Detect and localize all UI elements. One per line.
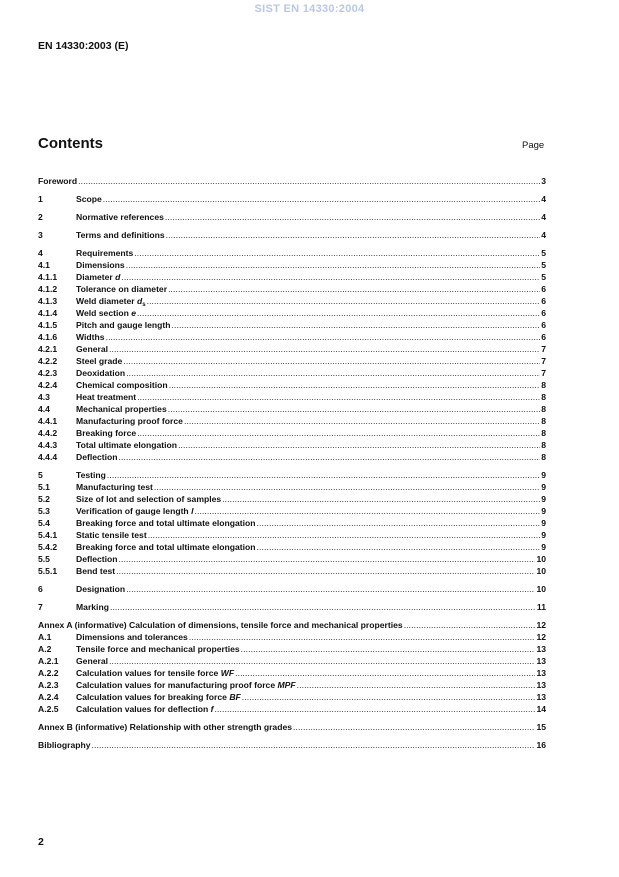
dot-leader xyxy=(109,343,540,355)
dot-leader xyxy=(166,229,541,241)
toc-entry-title-text: Dimensions xyxy=(76,260,125,270)
toc-entry-title xyxy=(76,631,188,643)
toc-entry-number: 5 xyxy=(38,470,43,480)
toc-entry-title-text: Breaking force and total ultimate elongation xyxy=(76,518,256,528)
toc-entry-number: 5.4 xyxy=(38,518,50,528)
toc-entry-title xyxy=(76,229,165,241)
toc-entry-title-text: Calculation values for manufacturing proof force xyxy=(76,680,278,690)
dot-leader xyxy=(168,403,540,415)
toc-entry-page: 3 xyxy=(541,176,546,186)
toc-entry[interactable] xyxy=(38,655,546,667)
toc-entry-number: 4.1.2 xyxy=(38,284,58,294)
toc-entry[interactable] xyxy=(38,229,546,241)
toc-entry-number: 4.1 xyxy=(38,260,50,270)
dot-leader xyxy=(121,271,540,283)
toc-entry-number: 5.2 xyxy=(38,494,50,504)
toc-entry[interactable] xyxy=(38,583,546,595)
toc-entry-number: 4.2.1 xyxy=(38,344,58,354)
toc-entry[interactable] xyxy=(38,541,546,553)
toc-entry[interactable] xyxy=(38,481,546,493)
toc-entry-title xyxy=(76,541,256,553)
toc-entry[interactable] xyxy=(38,415,546,427)
toc-entry-number: 5.5 xyxy=(38,554,50,564)
dot-leader xyxy=(107,469,540,481)
toc-entry-page: 13 xyxy=(536,644,546,654)
toc-entry-title-text: Scope xyxy=(76,194,102,204)
dot-leader xyxy=(126,367,540,379)
toc-entry-title-text: Requirements xyxy=(76,248,134,258)
toc-entry-page: 4 xyxy=(541,212,546,222)
toc-entry-title-text: General xyxy=(76,656,109,666)
toc-entry-number: 4.1.4 xyxy=(38,308,58,318)
toc-entry-subscript: s xyxy=(142,302,146,308)
toc-entry-title-text: Mechanical properties xyxy=(76,404,167,414)
toc-entry-title xyxy=(76,643,240,655)
toc-entry-title xyxy=(76,427,136,439)
dot-leader xyxy=(92,739,536,751)
toc-entry[interactable] xyxy=(38,517,546,529)
toc-entry-title-text: Dimensions and tolerances xyxy=(76,632,188,642)
toc-entry-title xyxy=(76,517,256,529)
dot-leader xyxy=(126,259,541,271)
toc-entry-title xyxy=(76,403,167,415)
toc-entry-title xyxy=(76,505,193,517)
toc-entry-page: 8 xyxy=(541,380,546,390)
toc-entry-title-text: General xyxy=(76,344,109,354)
toc-entry-page: 6 xyxy=(541,284,546,294)
toc-entry-title-text: Calculation values for breaking force xyxy=(76,692,230,702)
toc-entry-page: 8 xyxy=(541,452,546,462)
toc-entry[interactable] xyxy=(38,259,546,271)
toc-entry-title-text: Tolerance on diameter xyxy=(76,284,168,294)
toc-entry-page: 8 xyxy=(541,416,546,426)
toc-entry[interactable] xyxy=(38,619,546,631)
dot-leader xyxy=(148,529,541,541)
toc-entry-symbol: d xyxy=(115,272,121,282)
toc-entry-title-text: Calculation values for tensile force xyxy=(76,668,221,678)
toc-entry[interactable] xyxy=(38,493,546,505)
toc-entry-number: 4.1.1 xyxy=(38,272,58,282)
toc-entry-title xyxy=(76,553,118,565)
toc-entry[interactable] xyxy=(38,601,546,613)
toc-entry[interactable] xyxy=(38,271,546,283)
dot-leader xyxy=(165,211,540,223)
toc-entry-page: 5 xyxy=(541,272,546,282)
toc-entry-title-text: Weld diameter xyxy=(76,296,137,306)
dot-leader xyxy=(119,451,541,463)
toc-entry-title-text: Deflection xyxy=(76,554,118,564)
dot-leader xyxy=(154,481,540,493)
toc-entry[interactable] xyxy=(38,343,546,355)
toc-entry[interactable] xyxy=(38,529,546,541)
toc-entry[interactable] xyxy=(38,367,546,379)
toc-entry-page: 14 xyxy=(536,704,546,714)
toc-entry-title xyxy=(38,721,292,733)
toc-entry-title-text: Tensile force and mechanical properties xyxy=(76,644,240,654)
toc-entry-number: A.2.3 xyxy=(38,680,59,690)
toc-entry-page: 13 xyxy=(536,656,546,666)
toc-entry-title xyxy=(76,343,108,355)
dot-leader xyxy=(235,667,535,679)
toc-entry-title xyxy=(76,481,153,493)
toc-entry-title xyxy=(76,307,136,319)
toc-entry-symbol: e xyxy=(131,308,137,318)
toc-entry-number: 3 xyxy=(38,230,43,240)
toc-entry-title xyxy=(76,283,167,295)
toc-entry-page: 6 xyxy=(541,296,546,306)
dot-leader xyxy=(109,655,535,667)
toc-entry[interactable] xyxy=(38,193,546,205)
toc-entry-title-text: Deoxidation xyxy=(76,368,126,378)
dot-leader xyxy=(78,175,540,187)
toc-entry[interactable] xyxy=(38,427,546,439)
dot-leader xyxy=(134,247,540,259)
toc-entry-title xyxy=(76,271,120,283)
toc-entry-number: 4.4.1 xyxy=(38,416,58,426)
toc-entry-page: 13 xyxy=(536,692,546,702)
toc-entry-title xyxy=(76,529,147,541)
toc-entry-number: 4.4.3 xyxy=(38,440,58,450)
toc-entry-title xyxy=(76,391,136,403)
dot-leader xyxy=(222,493,540,505)
toc-entry[interactable] xyxy=(38,319,546,331)
toc-entry-title-text: Breaking force xyxy=(76,428,137,438)
toc-entry-title-text: Annex B (informative) Relationship with other strength grades xyxy=(38,722,293,732)
toc-entry-page: 9 xyxy=(541,482,546,492)
toc-entry-symbol: WF xyxy=(220,668,235,678)
toc-entry-title xyxy=(76,247,133,259)
toc-entry-page: 7 xyxy=(541,368,546,378)
toc-entry-title xyxy=(76,655,108,667)
toc-entry-number: 4.4.4 xyxy=(38,452,58,462)
toc-entry-title-text: Normative references xyxy=(76,212,164,222)
dot-leader xyxy=(293,721,535,733)
dot-leader xyxy=(116,565,535,577)
dot-leader xyxy=(257,541,541,553)
toc-entry-title-text: Marking xyxy=(76,602,109,612)
toc-entry-title xyxy=(76,355,122,367)
toc-entry[interactable] xyxy=(38,391,546,403)
toc-entry-page: 7 xyxy=(541,344,546,354)
dot-leader xyxy=(257,517,541,529)
toc-entry-number: 4.4.2 xyxy=(38,428,58,438)
toc-entry-title xyxy=(76,583,125,595)
toc-entry-title xyxy=(76,211,164,223)
dot-leader xyxy=(194,505,540,517)
toc-entry-page: 8 xyxy=(541,428,546,438)
toc-entry-number: 5.1 xyxy=(38,482,50,492)
dot-leader xyxy=(215,703,536,715)
toc-entry-page: 6 xyxy=(541,320,546,330)
toc-entry[interactable] xyxy=(38,379,546,391)
dot-leader xyxy=(137,307,540,319)
toc-entry-title xyxy=(76,379,168,391)
toc-entry-title-text: Manufacturing test xyxy=(76,482,153,492)
toc-entry-number: A.2.4 xyxy=(38,692,59,702)
toc-entry-page: 9 xyxy=(541,542,546,552)
toc-entry-number: 2 xyxy=(38,212,43,222)
toc-entry-title-text: Foreword xyxy=(38,176,78,186)
toc-entry-number: 4.1.5 xyxy=(38,320,58,330)
toc-entry[interactable] xyxy=(38,331,546,343)
dot-leader xyxy=(242,691,536,703)
toc-entry-page: 10 xyxy=(536,554,546,564)
toc-entry-page: 8 xyxy=(541,392,546,402)
toc-entry-symbol: d xyxy=(136,296,143,306)
toc-entry[interactable] xyxy=(38,505,546,517)
toc-entry[interactable] xyxy=(38,565,546,577)
toc-entry-page: 9 xyxy=(541,470,546,480)
toc-entry[interactable] xyxy=(38,211,546,223)
toc-entry-title xyxy=(76,331,105,343)
toc-entry[interactable] xyxy=(38,721,546,733)
dot-leader xyxy=(106,331,541,343)
toc-entry-title xyxy=(76,469,106,481)
toc-entry-page: 11 xyxy=(536,602,546,612)
toc-entry-page: 5 xyxy=(541,260,546,270)
toc-entry-number: 4.1.3 xyxy=(38,296,58,306)
toc-entry-title-text: Terms and definitions xyxy=(76,230,165,240)
dot-leader xyxy=(137,427,540,439)
toc-entry-title-text: Manufacturing proof force xyxy=(76,416,183,426)
toc-entry-number: 6 xyxy=(38,584,43,594)
toc-entry-title xyxy=(76,667,234,679)
toc-entry[interactable] xyxy=(38,175,546,187)
toc-entry-title xyxy=(76,193,102,205)
toc-entry-title-text: Verification of gauge length xyxy=(76,506,192,516)
dot-leader xyxy=(169,379,541,391)
contents-title: Contents xyxy=(38,135,103,152)
toc-entry-symbol: f xyxy=(210,704,214,714)
toc-entry-number: 4.3 xyxy=(38,392,50,402)
toc-entry-title-text: Designation xyxy=(76,584,126,594)
toc-entry-number: 5.4.2 xyxy=(38,542,58,552)
document-id: EN 14330:2003 (E) xyxy=(38,40,129,52)
toc-entry-symbol: l xyxy=(191,506,194,516)
toc-entry-title-text: Size of lot and selection of samples xyxy=(76,494,222,504)
toc-entry-title-text: Annex A (informative) Calculation of dimensions, tensile force and mechanical properties xyxy=(38,620,403,630)
toc-entry-page: 15 xyxy=(536,722,546,732)
toc-entry-number: 5.3 xyxy=(38,506,50,516)
toc-entry-title-text: Bend test xyxy=(76,566,116,576)
toc-entry-page: 13 xyxy=(536,668,546,678)
toc-entry-page: 16 xyxy=(536,740,546,750)
dot-leader xyxy=(184,415,540,427)
toc-entry-page: 10 xyxy=(536,566,546,576)
dot-leader xyxy=(123,355,540,367)
toc-entry-number: A.2.5 xyxy=(38,704,59,714)
toc-entry-number: 7 xyxy=(38,602,43,612)
toc-entry-title-text: Bibliography xyxy=(38,740,91,750)
toc-entry[interactable] xyxy=(38,667,546,679)
dot-leader xyxy=(297,679,536,691)
dot-leader xyxy=(178,439,540,451)
toc-entry-page: 6 xyxy=(541,332,546,342)
toc-entry-symbol: BF xyxy=(229,692,241,702)
toc-entry[interactable] xyxy=(38,643,546,655)
toc-entry[interactable] xyxy=(38,247,546,259)
toc-entry-number: A.2.2 xyxy=(38,668,59,678)
toc-entry-number: A.1 xyxy=(38,632,52,642)
toc-entry[interactable] xyxy=(38,703,546,715)
toc-entry[interactable] xyxy=(38,403,546,415)
toc-entry[interactable] xyxy=(38,355,546,367)
toc-entry[interactable] xyxy=(38,553,546,565)
toc-entry[interactable] xyxy=(38,295,546,307)
toc-entry-title xyxy=(38,175,77,187)
toc-entry-number: 1 xyxy=(38,194,43,204)
toc-entry-page: 9 xyxy=(541,506,546,516)
toc-entry-title xyxy=(38,619,403,631)
toc-entry-number: 4.2.3 xyxy=(38,368,58,378)
toc-entry-title xyxy=(76,415,183,427)
toc-entry[interactable] xyxy=(38,439,546,451)
toc-entry-title xyxy=(76,367,125,379)
toc-entry-title-text: Widths xyxy=(76,332,105,342)
page-number: 2 xyxy=(38,836,44,848)
toc-entry-title-text: Diameter xyxy=(76,272,116,282)
toc-entry-title-text: Breaking force and total ultimate elongation xyxy=(76,542,256,552)
toc-entry-title-text: Heat treatment xyxy=(76,392,137,402)
dot-leader xyxy=(189,631,536,643)
toc-entry-title xyxy=(76,565,115,577)
watermark: SIST EN 14330:2004 xyxy=(254,3,365,15)
toc-entry-page: 7 xyxy=(541,356,546,366)
toc-entry[interactable] xyxy=(38,283,546,295)
toc-entry-page: 4 xyxy=(541,230,546,240)
toc-entry-title-text: Chemical composition xyxy=(76,380,168,390)
toc-entry-number: 4.2.2 xyxy=(38,356,58,366)
toc-entry[interactable] xyxy=(38,451,546,463)
toc-entry-page: 4 xyxy=(541,194,546,204)
dot-leader xyxy=(103,193,540,205)
toc-entry-number: 4.2.4 xyxy=(38,380,58,390)
toc-entry-title-text: Deflection xyxy=(76,452,118,462)
toc-entry-page: 10 xyxy=(536,584,546,594)
toc-entry-title xyxy=(76,493,221,505)
toc-entry[interactable] xyxy=(38,691,546,703)
toc-entry-title-text: Static tensile test xyxy=(76,530,147,540)
toc-entry-page: 6 xyxy=(541,308,546,318)
toc-entry-page: 9 xyxy=(541,518,546,528)
toc-entry-title xyxy=(38,739,91,751)
toc-entry-title xyxy=(76,295,146,307)
page-column-label: Page xyxy=(522,140,545,151)
toc-entry-number: A.2.1 xyxy=(38,656,59,666)
toc-entry-title-text: Steel grade xyxy=(76,356,123,366)
dot-leader xyxy=(404,619,536,631)
toc-entry-title xyxy=(76,451,118,463)
toc-entry-title xyxy=(76,319,171,331)
dot-leader xyxy=(110,601,536,613)
dot-leader xyxy=(147,295,541,307)
toc-entry-page: 12 xyxy=(536,632,546,642)
toc-entry-title xyxy=(76,439,177,451)
dot-leader xyxy=(137,391,540,403)
toc-entry[interactable] xyxy=(38,679,546,691)
toc-entry-page: 9 xyxy=(541,494,546,504)
toc-entry-title-text: Testing xyxy=(76,470,106,480)
toc-entry-title-text: Calculation values for deflection xyxy=(76,704,211,714)
toc-entry[interactable] xyxy=(38,469,546,481)
toc-entry-title-text: Pitch and gauge length xyxy=(76,320,171,330)
toc-entry-title-text: Weld section xyxy=(76,308,132,318)
table-of-contents xyxy=(38,175,546,751)
dot-leader xyxy=(119,553,536,565)
toc-entry-page: 13 xyxy=(536,680,546,690)
dot-leader xyxy=(241,643,536,655)
toc-entry-number: 5.5.1 xyxy=(38,566,58,576)
dot-leader xyxy=(168,283,540,295)
toc-entry-title xyxy=(76,259,125,271)
toc-entry-page: 8 xyxy=(541,440,546,450)
dot-leader xyxy=(126,583,535,595)
toc-entry-page: 8 xyxy=(541,404,546,414)
toc-entry-number: 4.1.6 xyxy=(38,332,58,342)
toc-entry-page: 12 xyxy=(536,620,546,630)
toc-entry-number: 4.4 xyxy=(38,404,50,414)
toc-entry[interactable] xyxy=(38,307,546,319)
toc-entry-title xyxy=(76,601,109,613)
toc-entry-number: 4 xyxy=(38,248,43,258)
toc-entry-title-text: Total ultimate elongation xyxy=(76,440,178,450)
toc-entry-title xyxy=(76,679,296,691)
dot-leader xyxy=(172,319,541,331)
toc-entry[interactable] xyxy=(38,739,546,751)
toc-entry-symbol: MPF xyxy=(277,680,296,690)
toc-entry[interactable] xyxy=(38,631,546,643)
toc-entry-page: 5 xyxy=(541,248,546,258)
toc-entry-title xyxy=(76,703,214,715)
toc-entry-number: A.2 xyxy=(38,644,52,654)
toc-entry-title xyxy=(76,691,241,703)
toc-entry-number: 5.4.1 xyxy=(38,530,58,540)
toc-entry-page: 9 xyxy=(541,530,546,540)
